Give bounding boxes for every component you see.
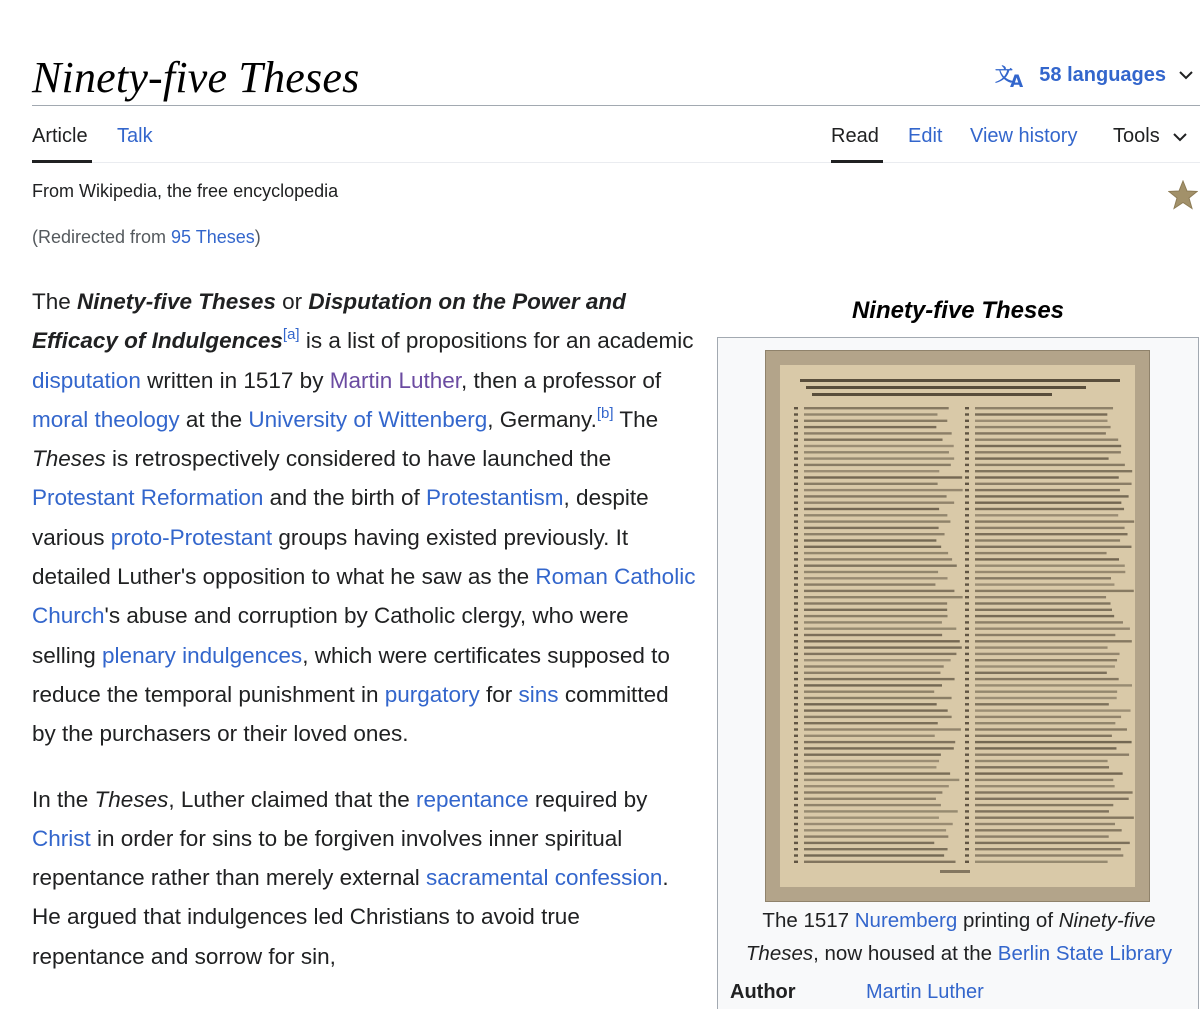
link-nuremberg[interactable]: Nuremberg [854,909,958,932]
link-sins[interactable]: sins [518,681,559,707]
author-link[interactable]: Martin Luther [866,981,984,1003]
link-christ[interactable]: Christ [32,825,91,851]
tab-read-underline [831,160,883,163]
languages-label: 58 languages [1039,63,1166,86]
link-protestantism[interactable]: Protestantism [425,485,564,511]
bold-title: Ninety-five Theses [77,289,276,314]
chevron-down-icon [1172,125,1188,148]
chevron-down-icon [1178,70,1194,80]
tab-article[interactable]: Article [32,125,88,147]
redirect-notice [32,227,261,248]
link-berlin-state-library[interactable]: Berlin State Library [997,942,1173,965]
redirect-suffix: ) [254,227,261,247]
tools-label: Tools [1113,125,1160,147]
document-page [780,365,1135,887]
link-disputation[interactable]: disputation [32,367,141,393]
tab-edit[interactable]: Edit [908,125,943,147]
infobox-caption: The 1517 Nuremberg printing of Ninety-five Theses, now housed at the Berlin State Library [745,909,1173,965]
footnote-b[interactable]: [b] [596,404,614,422]
infobox-title: Ninety-five Theses [851,297,1065,324]
link-proto-protestant[interactable]: proto-Protestant [110,524,273,550]
article-body [32,282,697,1002]
link-roman-catholic-church[interactable]: Roman Catholic Church [32,564,696,629]
paragraph-2: In the Theses, Luther claimed that the repentance required by Christ in order for sins to be forgiven involves inner spiritual repentance rather than merely external sacramental confession. He argued that indulgences led Christians to avoid true repentance and sorrow for sin, [32,786,669,969]
infobox [717,337,1199,1009]
link-protestant-reformation[interactable]: Protestant Reformation [32,485,264,511]
link-martin-luther[interactable]: Martin Luther [329,367,462,393]
theses-image[interactable] [765,350,1150,902]
title-bar [32,50,1200,106]
tools-menu[interactable] [1113,125,1188,148]
redirect-prefix: (Redirected from [32,227,172,247]
page-title: Ninety-five Theses [32,53,360,102]
link-purgatory[interactable]: purgatory [384,681,480,707]
svg-text:A: A [1010,72,1024,88]
language-icon [995,62,1027,88]
link-moral-theology[interactable]: moral theology [32,406,180,432]
paragraph-1: The Ninety-five Theses or Disputation on the Power and Efficacy of Indulgences[a] is a list of propositions for an academic disputation written in 1517 by Martin Luther, then a professor of moral theology at the University of Wittenberg, Germany.[b] The Theses is retrospectively considered to have launched the Protestant Reformation and the birth of Protestantism, despite various proto-Protestant groups having existed previously. It detailed Luther's opposition to what he saw as the Roman Catholic Church's abuse and corruption by Catholic clergy, who were selling plenary indulgences, which were certificates supposed to reduce the temporal punishment in purgatory for sins committed by the purchasers or their loved ones. [32,289,696,747]
tab-article-underline [32,160,92,163]
page-tabs [32,107,1200,163]
link-plenary-indulgences[interactable]: plenary indulgences [102,642,303,668]
languages-button[interactable] [995,62,1194,88]
author-label: Author [730,981,796,1003]
document-text-lines [780,365,1137,889]
link-repentance[interactable]: repentance [416,786,529,812]
star-icon[interactable] [1168,180,1198,215]
link-sacramental-confession[interactable]: sacramental confession [425,865,663,891]
tab-read[interactable]: Read [831,125,879,147]
svg-text:文: 文 [995,65,1014,86]
footnote-a[interactable]: [a] [282,326,300,344]
link-university-of-wittenberg[interactable]: University of Wittenberg [248,406,488,432]
tab-talk[interactable]: Talk [117,125,153,147]
tab-view-history[interactable]: View history [970,125,1078,147]
bold-alt-title: Disputation on the Power and Efficacy of Indulgences [32,289,626,354]
redirect-link[interactable]: 95 Theses [171,227,255,247]
tagline: From Wikipedia, the free encyclopedia [32,181,339,201]
